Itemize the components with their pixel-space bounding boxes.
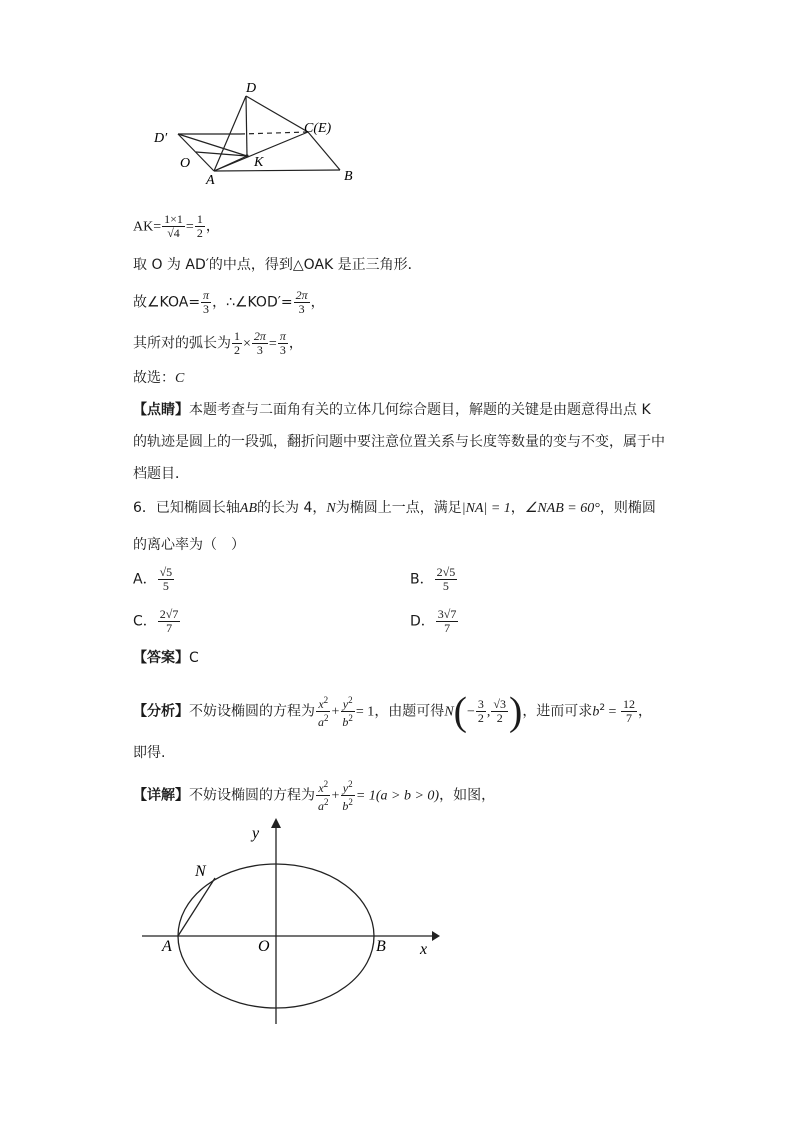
answer-line	[133, 647, 199, 669]
y-axis-arrow-icon	[271, 818, 281, 828]
ak-formula-line: AK= $\frac{1\times 1}{√4}$ = $\frac{1}{2}$ ，	[133, 212, 220, 240]
angle-line: 故∠KOA= $\frac{\pi}{3}$ ，∴∠KOD′= $\frac{2\pi}{3}$ ，	[133, 288, 325, 316]
label-O: O	[180, 156, 191, 171]
ellipse-figure	[140, 818, 440, 1028]
option-a[interactable]: A． $\frac{√5}{5}$	[133, 565, 173, 593]
answer-value: C	[189, 650, 199, 666]
option-b[interactable]: B． $\frac{2√5}{5}$	[410, 565, 456, 593]
question-6-line-1: 6．已知椭圆长轴AB的长为 4，N为椭圆上一点，满足|NA| = 1，∠NAB = 60°，则椭圆	[133, 500, 656, 516]
x-axis-arrow-icon	[432, 931, 440, 941]
detail-line: 【详解】不妨设椭圆的方程为 $\frac{x^2}{a^2}$ + $\frac{y^2}{b^2}$ = 1(a > b > 0)，如图，	[133, 779, 496, 813]
comment-line-3: 档题目．	[133, 466, 189, 482]
question-6-line-2: 的离心率为（ ）	[133, 537, 245, 553]
pi-over-3-fraction: $\frac{\pi}{3}$	[203, 288, 210, 316]
label-C-E: C(E)	[304, 121, 332, 136]
detail-tag: 【详解】	[133, 787, 189, 804]
point-label-B: B	[376, 938, 386, 955]
analysis-line-2: 即得.	[133, 745, 166, 761]
label-D: D	[246, 81, 257, 96]
choice-line: 故选：C	[133, 370, 185, 386]
label-D-prime: D′	[154, 131, 168, 146]
label-B: B	[344, 169, 353, 184]
label-K: K	[254, 155, 264, 170]
ak-fraction: $\frac{1\times 1}{√4}$	[164, 212, 183, 240]
comment-line-1: 【点睛】本题考查与二面角有关的立体几何综合题目，解题的关键是由题意得出点 K	[133, 402, 651, 418]
option-d[interactable]: D． $\frac{3√7}{7}$	[410, 607, 457, 635]
arc-length-line: 其所对的弧长为 $\frac{1}{2}$ × $\frac{2\pi}{3}$ = $\frac{\pi}{3}$ ，	[133, 329, 303, 357]
comment-line-2: 的轨迹是圆上的一段弧，翻折问题中要注意位置关系与长度等数量的变与不变，属于中	[133, 434, 665, 450]
point-label-N: N	[195, 863, 206, 880]
geometry-figure-top	[148, 76, 364, 188]
answer-tag: 【答案】	[133, 650, 189, 666]
axis-label-x: x	[420, 941, 428, 958]
comment-tag: 【点睛】	[133, 402, 189, 418]
two-pi-over-3-fraction: $\frac{2\pi}{3}$	[295, 288, 308, 316]
analysis-line-1: 【分析】不妨设椭圆的方程为 $\frac{x^2}{a^2}$ + $\frac{y^2}{b^2}$ = 1，由题可得N(− $\frac{3}{2}$ , $\frac{√3}{2}$ )，进而可求$b^2$ = $\frac{12}{7}$ ，	[133, 688, 652, 734]
label-A: A	[206, 173, 215, 188]
point-label-O: O	[258, 938, 270, 955]
analysis-tag: 【分析】	[133, 703, 189, 720]
point-label-A: A	[162, 938, 172, 955]
ak-result-fraction: $\frac{1}{2}$	[196, 212, 203, 240]
option-c[interactable]: C． $\frac{2√7}{7}$	[133, 607, 179, 635]
midpoint-statement: 取 O 为 AD′的中点，得到△OAK 是正三角形．	[133, 257, 422, 273]
axis-label-y: y	[252, 825, 260, 842]
